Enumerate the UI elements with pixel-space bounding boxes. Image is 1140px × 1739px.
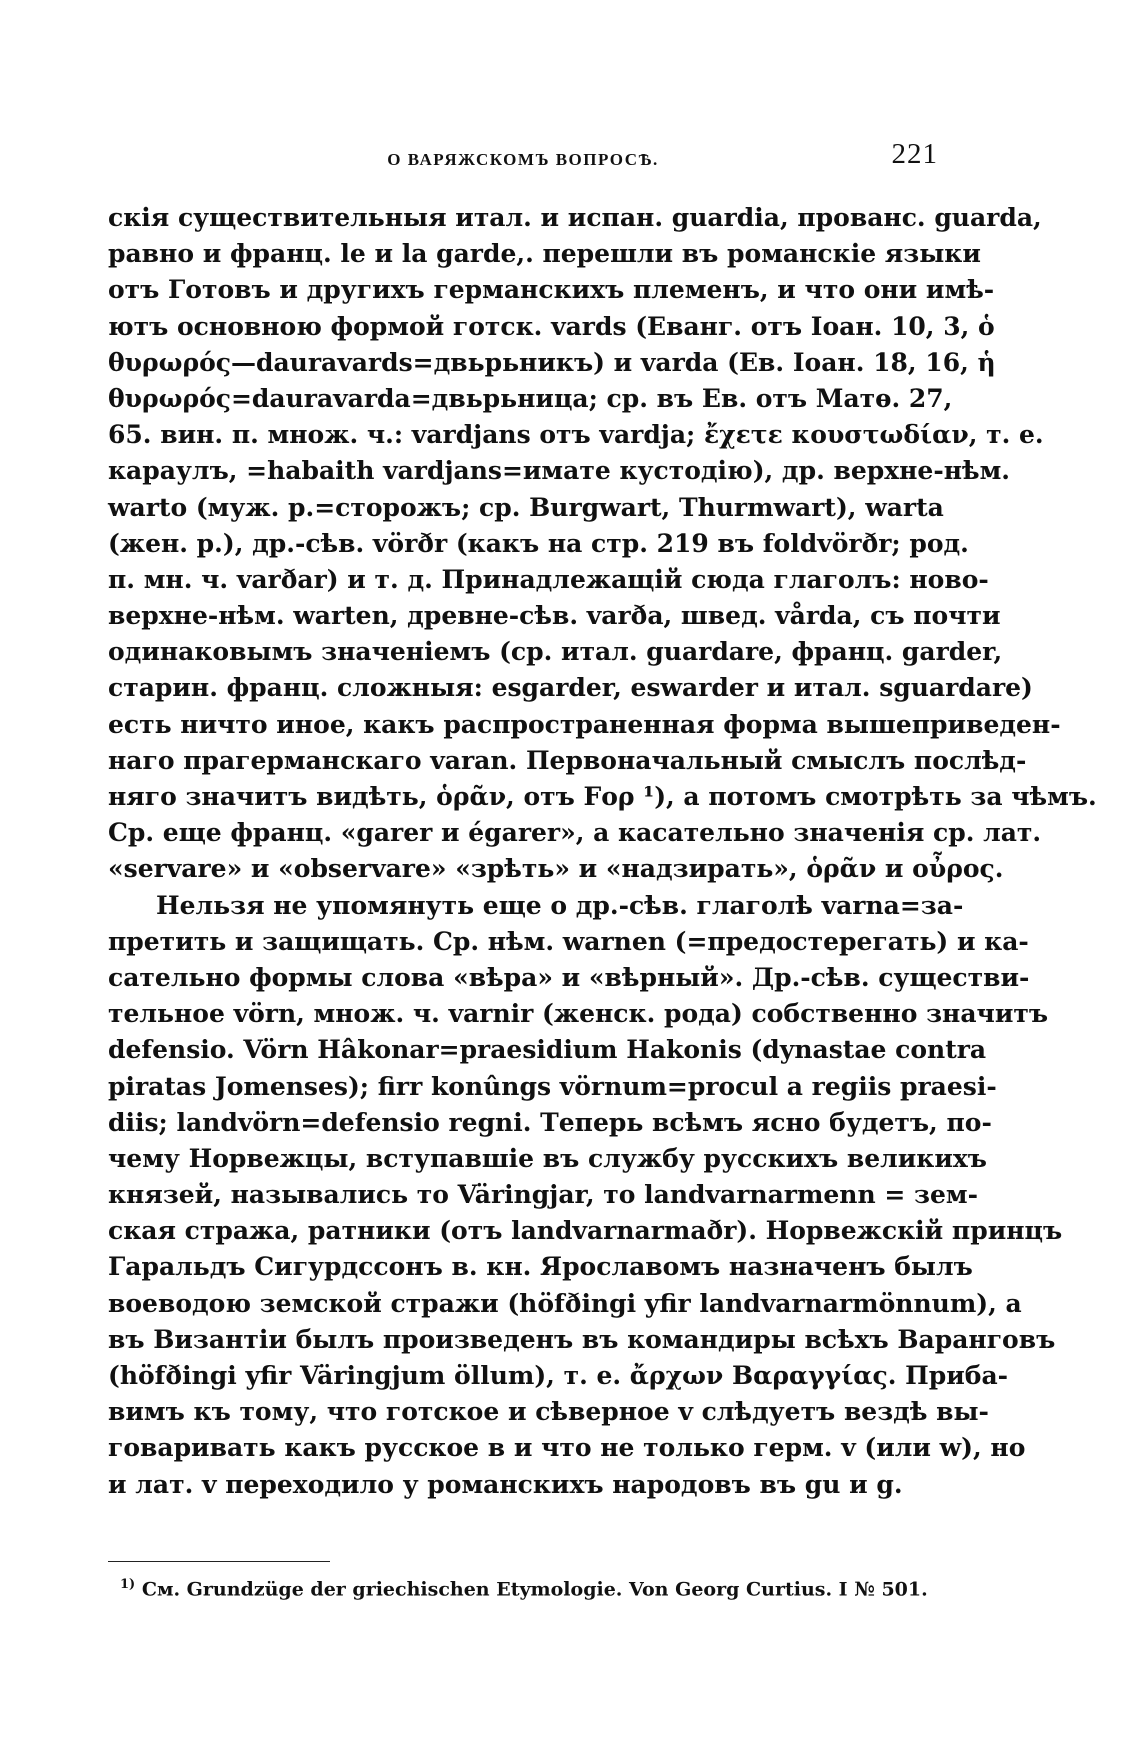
- text-line: θυρωρός=dauravarda=двьрьница; ср. въ Ев. отъ Матѳ. 27,: [108, 383, 953, 413]
- body-text: [108, 200, 1097, 1503]
- text-line: въ Византіи былъ произведенъ въ командиры всѣхъ Варанговъ: [108, 1324, 1056, 1354]
- text-line: верхне-нѣм. warten, древне-сѣв. varða, швед. vårda, съ почти: [108, 601, 1001, 631]
- text-line: Гаральдъ Сигурдссонъ в. кн. Ярославомъ назначенъ былъ: [108, 1252, 973, 1282]
- text-line: скія существительныя итал. и испан. guardia, прованс. guarda,: [108, 203, 1042, 232]
- text-line: Ср. еще франц. «garer и égarer», а касательно значенія ср. лат.: [108, 818, 1042, 848]
- text-line: говаривать какъ русское в и что не только герм. v (или w), но: [108, 1433, 1026, 1463]
- text-line: (жен. р.), др.-сѣв. vörðr (какъ на стр. 219 въ foldvörðr; род.: [108, 528, 969, 558]
- page-number: 221: [891, 138, 938, 170]
- text-line: старин. франц. сложныя: esgarder, eswarder и итал. sguardare): [108, 673, 1033, 703]
- text-line: 65. вин. п. множ. ч.: vardjans отъ vardja; ἔχετε κουστωδίαν, т. е.: [108, 420, 1044, 450]
- running-head: О ВАРЯЖСКОМЪ ВОПРОСѢ.: [387, 150, 659, 169]
- text-line: воеводою земской стражи (höfðingi yfir landvarnarmönnum), а: [108, 1288, 1022, 1318]
- text-line: θυρωρός—dauravards=двьрьникъ) и varda (Ев. Іоан. 18, 16, ἡ: [108, 347, 996, 377]
- text-line: есть ничто иное, какъ распространенная форма вышеприведен-: [108, 709, 1061, 739]
- paragraph-start-line: Нельзя не упомянуть еще о др.-сѣв. глаголѣ varna=за-: [156, 890, 964, 920]
- text-line: piratas Jomenses); firr konûngs vörnum=procul a regiis praesi-: [108, 1071, 997, 1101]
- text-line: diis; landvörn=defensio regni. Теперь всѣмъ ясно будетъ, по-: [108, 1107, 992, 1137]
- text-line: наго прагерманскаго varan. Первоначальный смыслъ послѣд-: [108, 745, 1027, 775]
- text-line: сательно формы слова «вѣра» и «вѣрный». Др.-сѣв. существи-: [108, 962, 1030, 992]
- text-line: князей, назывались то Väringjar, то landvarnarmenn = зем-: [108, 1180, 978, 1210]
- footnote-marker: 1): [120, 1577, 136, 1592]
- footnote: [120, 1570, 940, 1604]
- page-header: [108, 138, 938, 182]
- text-line: defensio. Vörn Hâkonar=praesidium Hakonis (dynastae contra: [108, 1035, 987, 1065]
- text-line: претить и защищать. Ср. нѣм. warnen (=предостерегать) и ка-: [108, 926, 1029, 956]
- footnote-text: См. Grundzüge der griechischen Etymologie. Von Georg Curtius. I № 501.: [141, 1578, 928, 1601]
- text-line: равно и франц. le и la garde,. перешли въ романскіе языки: [108, 239, 981, 269]
- text-line: ская стража, ратники (отъ landvarnarmaðr). Норвежскій принцъ: [108, 1216, 1063, 1246]
- text-line: чему Норвежцы, вступавшіе въ службу русскихъ великихъ: [108, 1143, 987, 1173]
- text-line: вимъ къ тому, что готское и сѣверное v слѣдуетъ вездѣ вы-: [108, 1397, 989, 1427]
- text-line: ютъ основною формой готск. vards (Еванг. отъ Іоан. 10, 3, ὁ: [108, 311, 995, 341]
- text-line: тельное vörn, множ. ч. varnir (женск. рода) собственно значитъ: [108, 999, 1049, 1029]
- text-line: одинаковымъ значеніемъ (ср. итал. guardare, франц. garder,: [108, 637, 1003, 667]
- text-line: караулъ, =habaith vardjans=имате кустодію), др. верхне-нѣм.: [108, 456, 1011, 486]
- text-line: няго значитъ видѣть, ὁρᾶν, отъ Fορ ¹), а потомъ смотрѣть за чѣмъ.: [108, 782, 1097, 811]
- footnote-divider: [108, 1561, 330, 1562]
- text-line: п. мн. ч. varðar) и т. д. Принадлежащій сюда глаголъ: ново-: [108, 564, 989, 594]
- paragraph-end-line: «servare» и «observare» «зрѣть» и «надзирать», ὁρᾶν и οὖρος.: [108, 854, 1004, 884]
- text-line: (höfðingi yfir Väringjum öllum), т. е. ἄρχων Βαραγγίας. Приба-: [108, 1361, 1009, 1390]
- paragraph-end-line: и лат. v переходило у романскихъ народовъ въ gu и g.: [108, 1469, 903, 1499]
- text-line: warto (муж. р.=сторожъ; ср. Burgwart, Thurmwart), warta: [108, 492, 944, 522]
- text-line: отъ Готовъ и другихъ германскихъ племенъ, и что они имѣ-: [108, 275, 995, 305]
